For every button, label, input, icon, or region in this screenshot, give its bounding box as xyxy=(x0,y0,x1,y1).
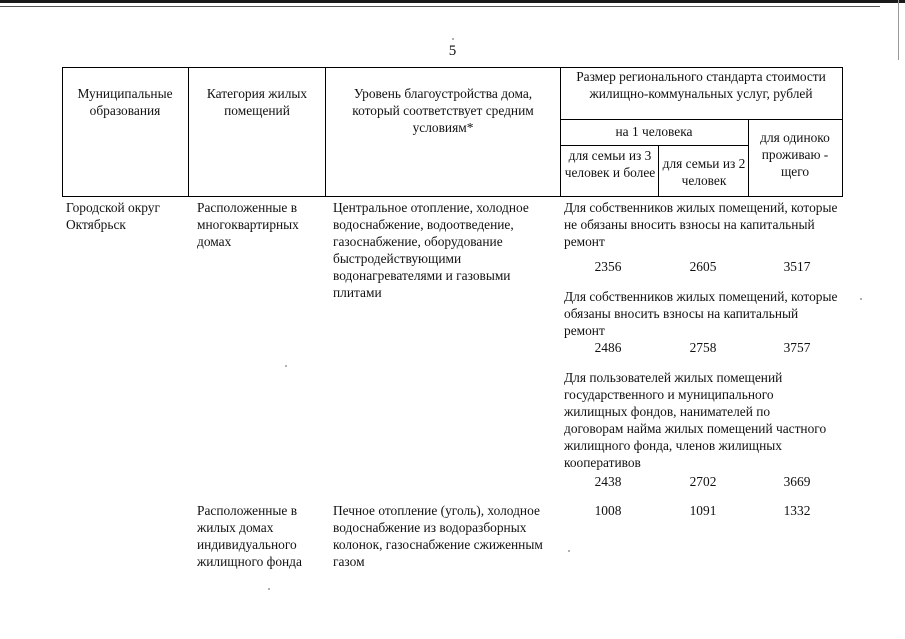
scan-speck xyxy=(568,550,570,552)
value-cell: 2702 xyxy=(689,474,717,489)
cell-category-1: Расположенные в многоквартирных домах xyxy=(197,200,299,249)
header-family3: для семьи из 3 человек и более xyxy=(564,148,656,180)
cell-level-1: Центральное отопление, холодное водоснабжение, водоотведение, газоснабжение, оборудование быстродействующими водонагревателями и газовыми плитами xyxy=(333,200,529,300)
header-col-divider-2 xyxy=(325,67,326,197)
value-cell: 1332 xyxy=(783,503,811,518)
value-cell: 2605 xyxy=(689,259,717,274)
header-size: Размер регионального стандарта стоимости жилищно-коммунальных услуг, рублей xyxy=(576,69,826,101)
value-cell: 1008 xyxy=(594,503,622,518)
scan-border-top xyxy=(0,0,905,3)
header-col-divider-3 xyxy=(560,67,561,197)
value-cell: 3669 xyxy=(783,474,811,489)
header-divider-size xyxy=(560,119,843,120)
header-divider-per-person xyxy=(560,145,748,146)
group-label-1: Для собственников жилых помещений, которые не обязаны вносить взносы на капитальный ремонт xyxy=(564,200,838,249)
group-label-3: Для пользователей жилых помещений государственного и муниципального жилищных фондов, нанимателей по договорам найма жилых помещений частного жилищного фонда, членов жилищных кооперативов xyxy=(564,370,827,470)
value-cell: 3757 xyxy=(783,340,811,355)
scan-border-line xyxy=(0,6,880,7)
header-per-person: на 1 человека xyxy=(615,124,693,139)
group-label-2: Для собственников жилых помещений, которые обязаны вносить взносы на капитальный ремонт xyxy=(564,289,838,338)
cell-level-2: Печное отопление (уголь), холодное водоснабжение из водоразборных колонок, газоснабжение сжиженным газом xyxy=(333,503,543,569)
scan-speck xyxy=(860,298,862,300)
value-cell: 2486 xyxy=(594,340,622,355)
header-col-divider-4 xyxy=(658,145,659,197)
cell-category-2: Расположенные в жилых домах индивидуального жилищного фонда xyxy=(197,503,302,569)
header-col-divider-1 xyxy=(188,67,189,197)
header-bottom-border xyxy=(62,196,843,197)
value-cell: 1091 xyxy=(689,503,717,518)
value-cell: 2438 xyxy=(594,474,622,489)
value-cell: 3517 xyxy=(783,259,811,274)
header-municipality: Муниципальные образования xyxy=(77,86,173,118)
header-family2: для семьи из 2 человек xyxy=(662,156,746,188)
value-cell: 2356 xyxy=(594,259,622,274)
header-col-divider-5 xyxy=(748,119,749,197)
scan-speck xyxy=(285,365,287,367)
value-cell: 2758 xyxy=(689,340,717,355)
header-level: Уровень благоустройства дома, который соответствует средним условиям* xyxy=(352,86,534,135)
page-number: 5 xyxy=(448,43,457,59)
scan-speck xyxy=(452,38,454,40)
table-border-right xyxy=(842,67,843,197)
scan-speck xyxy=(268,588,270,590)
header-single: для одиноко проживаю - щего xyxy=(760,130,830,179)
cell-municipality: Городской округ Октябрьск xyxy=(66,200,160,232)
table-border-left xyxy=(62,67,63,197)
header-category: Категория жилых помещений xyxy=(206,86,308,118)
